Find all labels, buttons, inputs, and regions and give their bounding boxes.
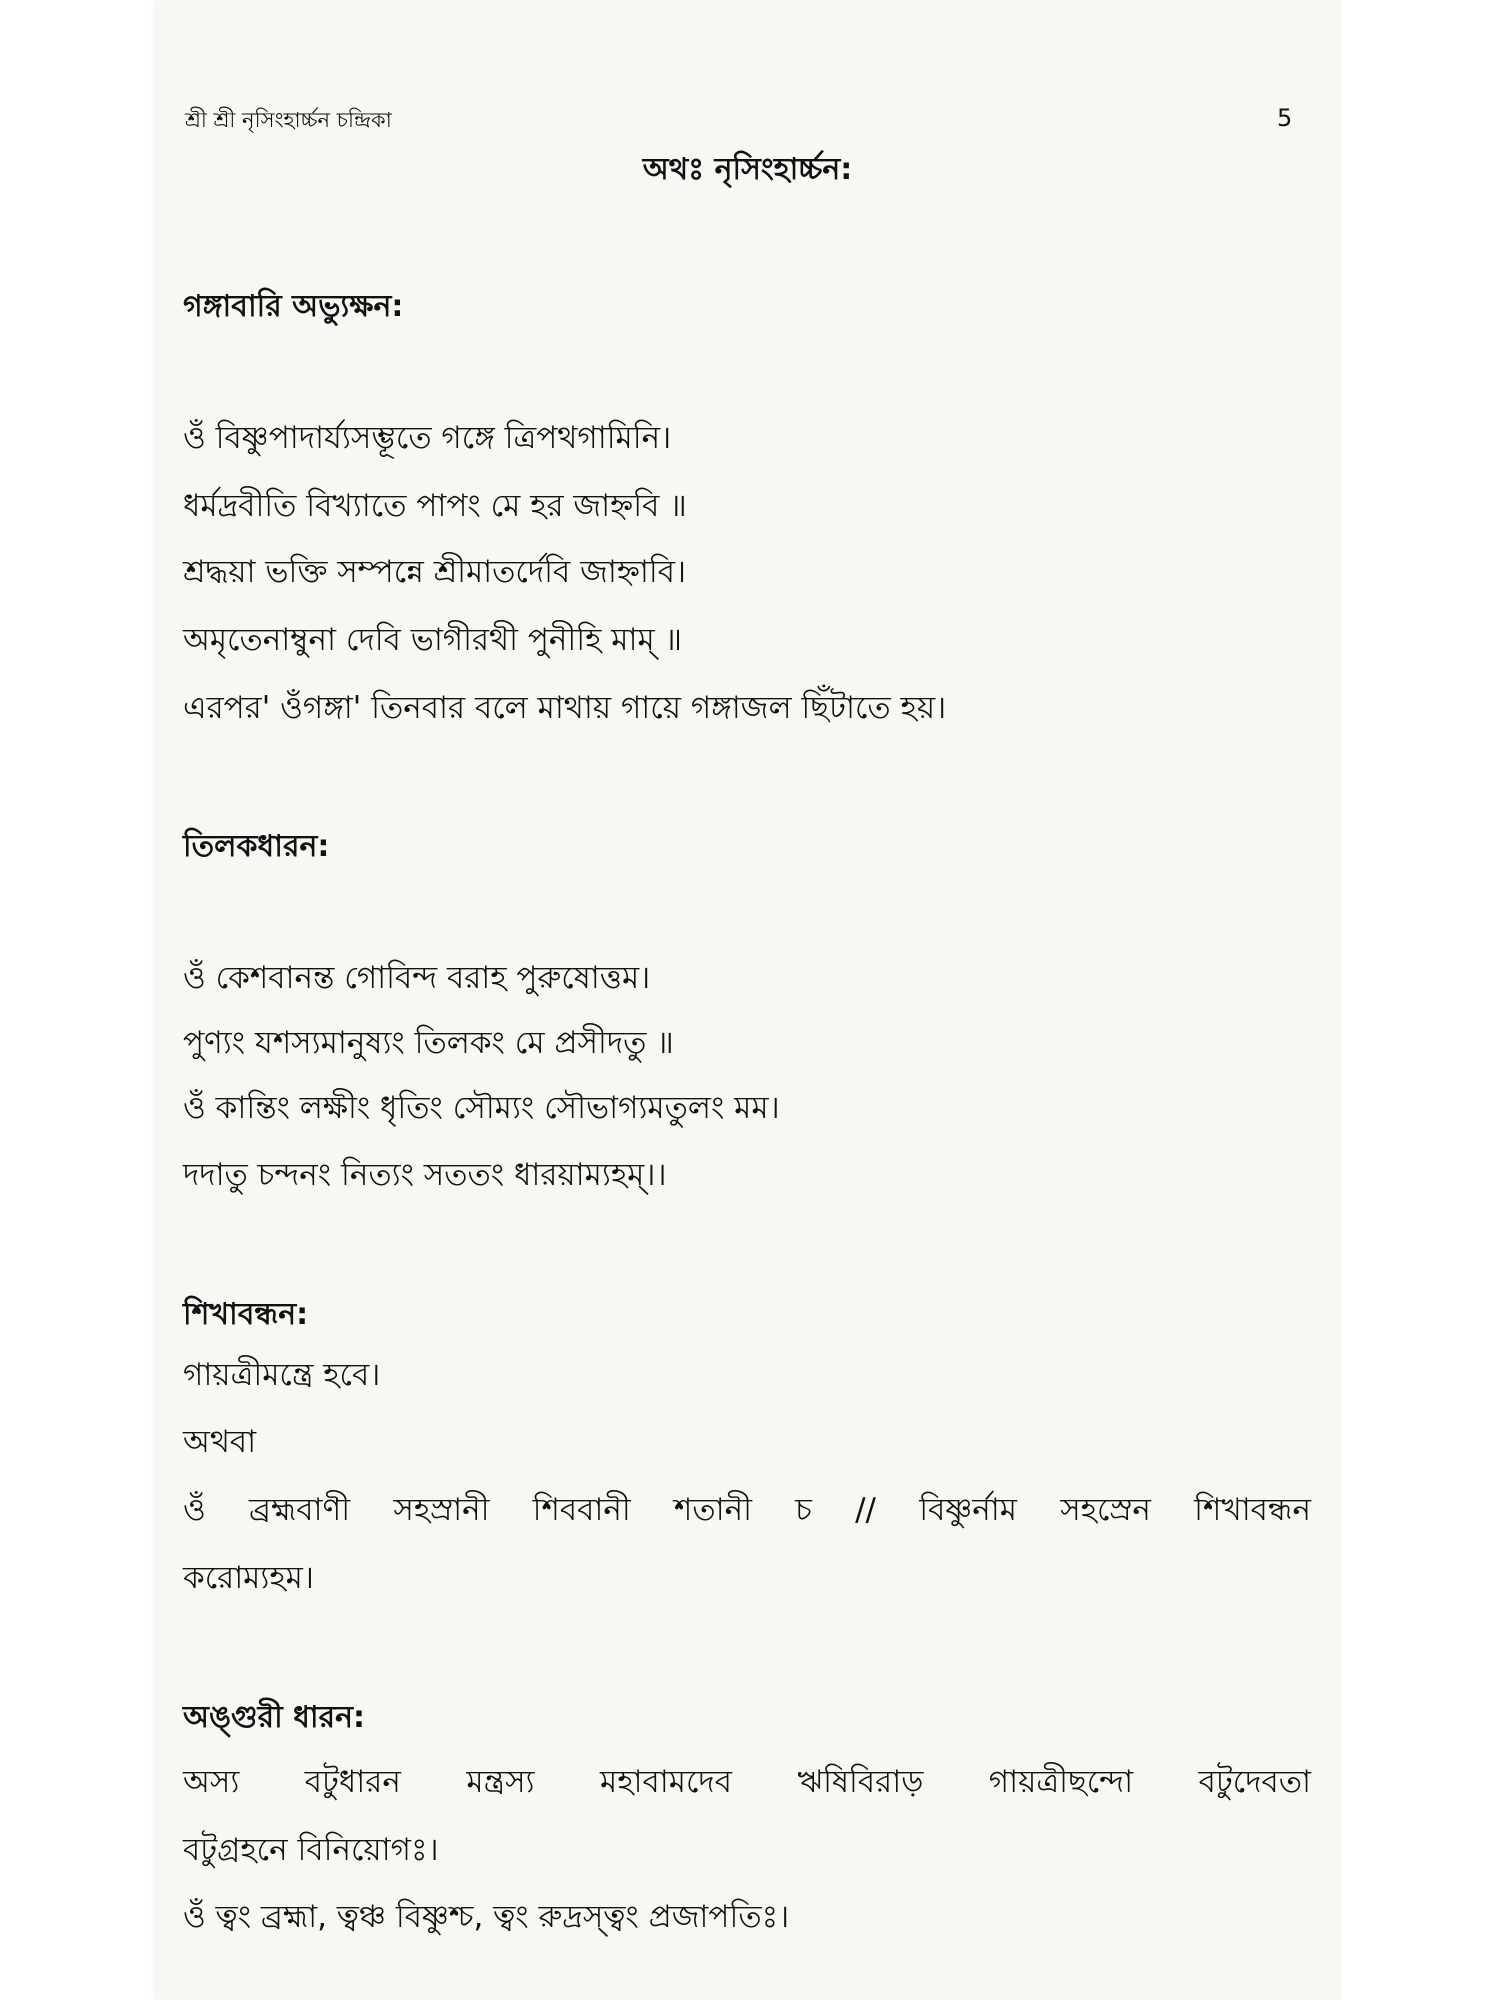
text-line: গায়ত্রীমন্ত্রে হবে। <box>183 1357 381 1393</box>
verse-line: ওঁ কেশবানন্ত গোবিন্দ বরাহ পুরুষোত্তম। <box>183 960 651 996</box>
verse-line: ওঁ বিষ্ণুপাদার্য্যসম্ভূতে গঙ্গে ত্রিপথগামিনি। <box>183 420 672 456</box>
verse-line: করোম্যহম। <box>183 1560 314 1596</box>
verse-line: বটুগ্রহনে বিনিয়োগঃ। <box>183 1832 439 1868</box>
book-page <box>155 0 1340 2000</box>
verse-line: দদাতু চন্দনং নিত্যং সততং ধারয়াম্যহম্।। <box>183 1157 667 1193</box>
page-title: অথঃ নৃসিংহার্চ্চন: <box>642 152 853 187</box>
section-heading-shikha: শিখাবন্ধন: <box>183 1297 309 1332</box>
section-heading-tilak: তিলকধারন: <box>183 829 330 864</box>
verse-line: ওঁ ব্রহ্মবাণী সহস্রানী শিববানী শতানী চ // বিষ্ণুর্নাম সহস্রেন শিখাবন্ধন <box>183 1492 1311 1528</box>
verse-line: ধর্মদ্রবীতি বিখ্যাতে পাপং মে হর জাহ্নবি ॥ <box>183 488 687 524</box>
verse-line: ওঁ ত্বং ব্রহ্মা, ত্বঞ্চ বিষ্ণুশ্চ, ত্বং রুদ্রস্ত্বং প্রজাপতিঃ। <box>183 1899 790 1935</box>
page-number: 5 <box>1277 104 1293 132</box>
section-heading-ganga: গঙ্গাবারি অভ্যুক্ষন: <box>183 289 404 324</box>
verse-line: অমৃতেনাম্বুনা দেবি ভাগীরথী পুনীহি মাম্ ॥ <box>183 622 683 658</box>
verse-line: ওঁ কান্তিং লক্ষীং ধৃতিং সৌম্যং সৌভাগ্যমতুলং মম। <box>183 1090 780 1126</box>
verse-line: শ্রদ্ধয়া ভক্তি সম্পন্নে শ্রীমাতর্দেবি জাহ্নাবি। <box>183 554 687 590</box>
text-line: অথবা <box>183 1424 257 1460</box>
section-heading-anguri: অঙ্গুরী ধারন: <box>183 1700 366 1735</box>
running-header-title: শ্রী শ্রী নৃসিংহার্চ্চন চন্দ্রিকা <box>185 108 392 132</box>
verse-line: অস্য বটুধারন মন্ত্রস্য মহাবামদেব ঋষিবিরাড় গায়ত্রীছন্দো বটুদেবতা <box>183 1764 1311 1800</box>
verse-line: পুণ্যং যশস্যমানুষ্যং তিলকং মে প্রসীদতু ॥ <box>183 1025 674 1061</box>
instruction-line: এরপর' ওঁগঙ্গা' তিনবার বলে মাথায় গায়ে গঙ্গাজল ছিঁটাতে হয়। <box>183 690 947 726</box>
